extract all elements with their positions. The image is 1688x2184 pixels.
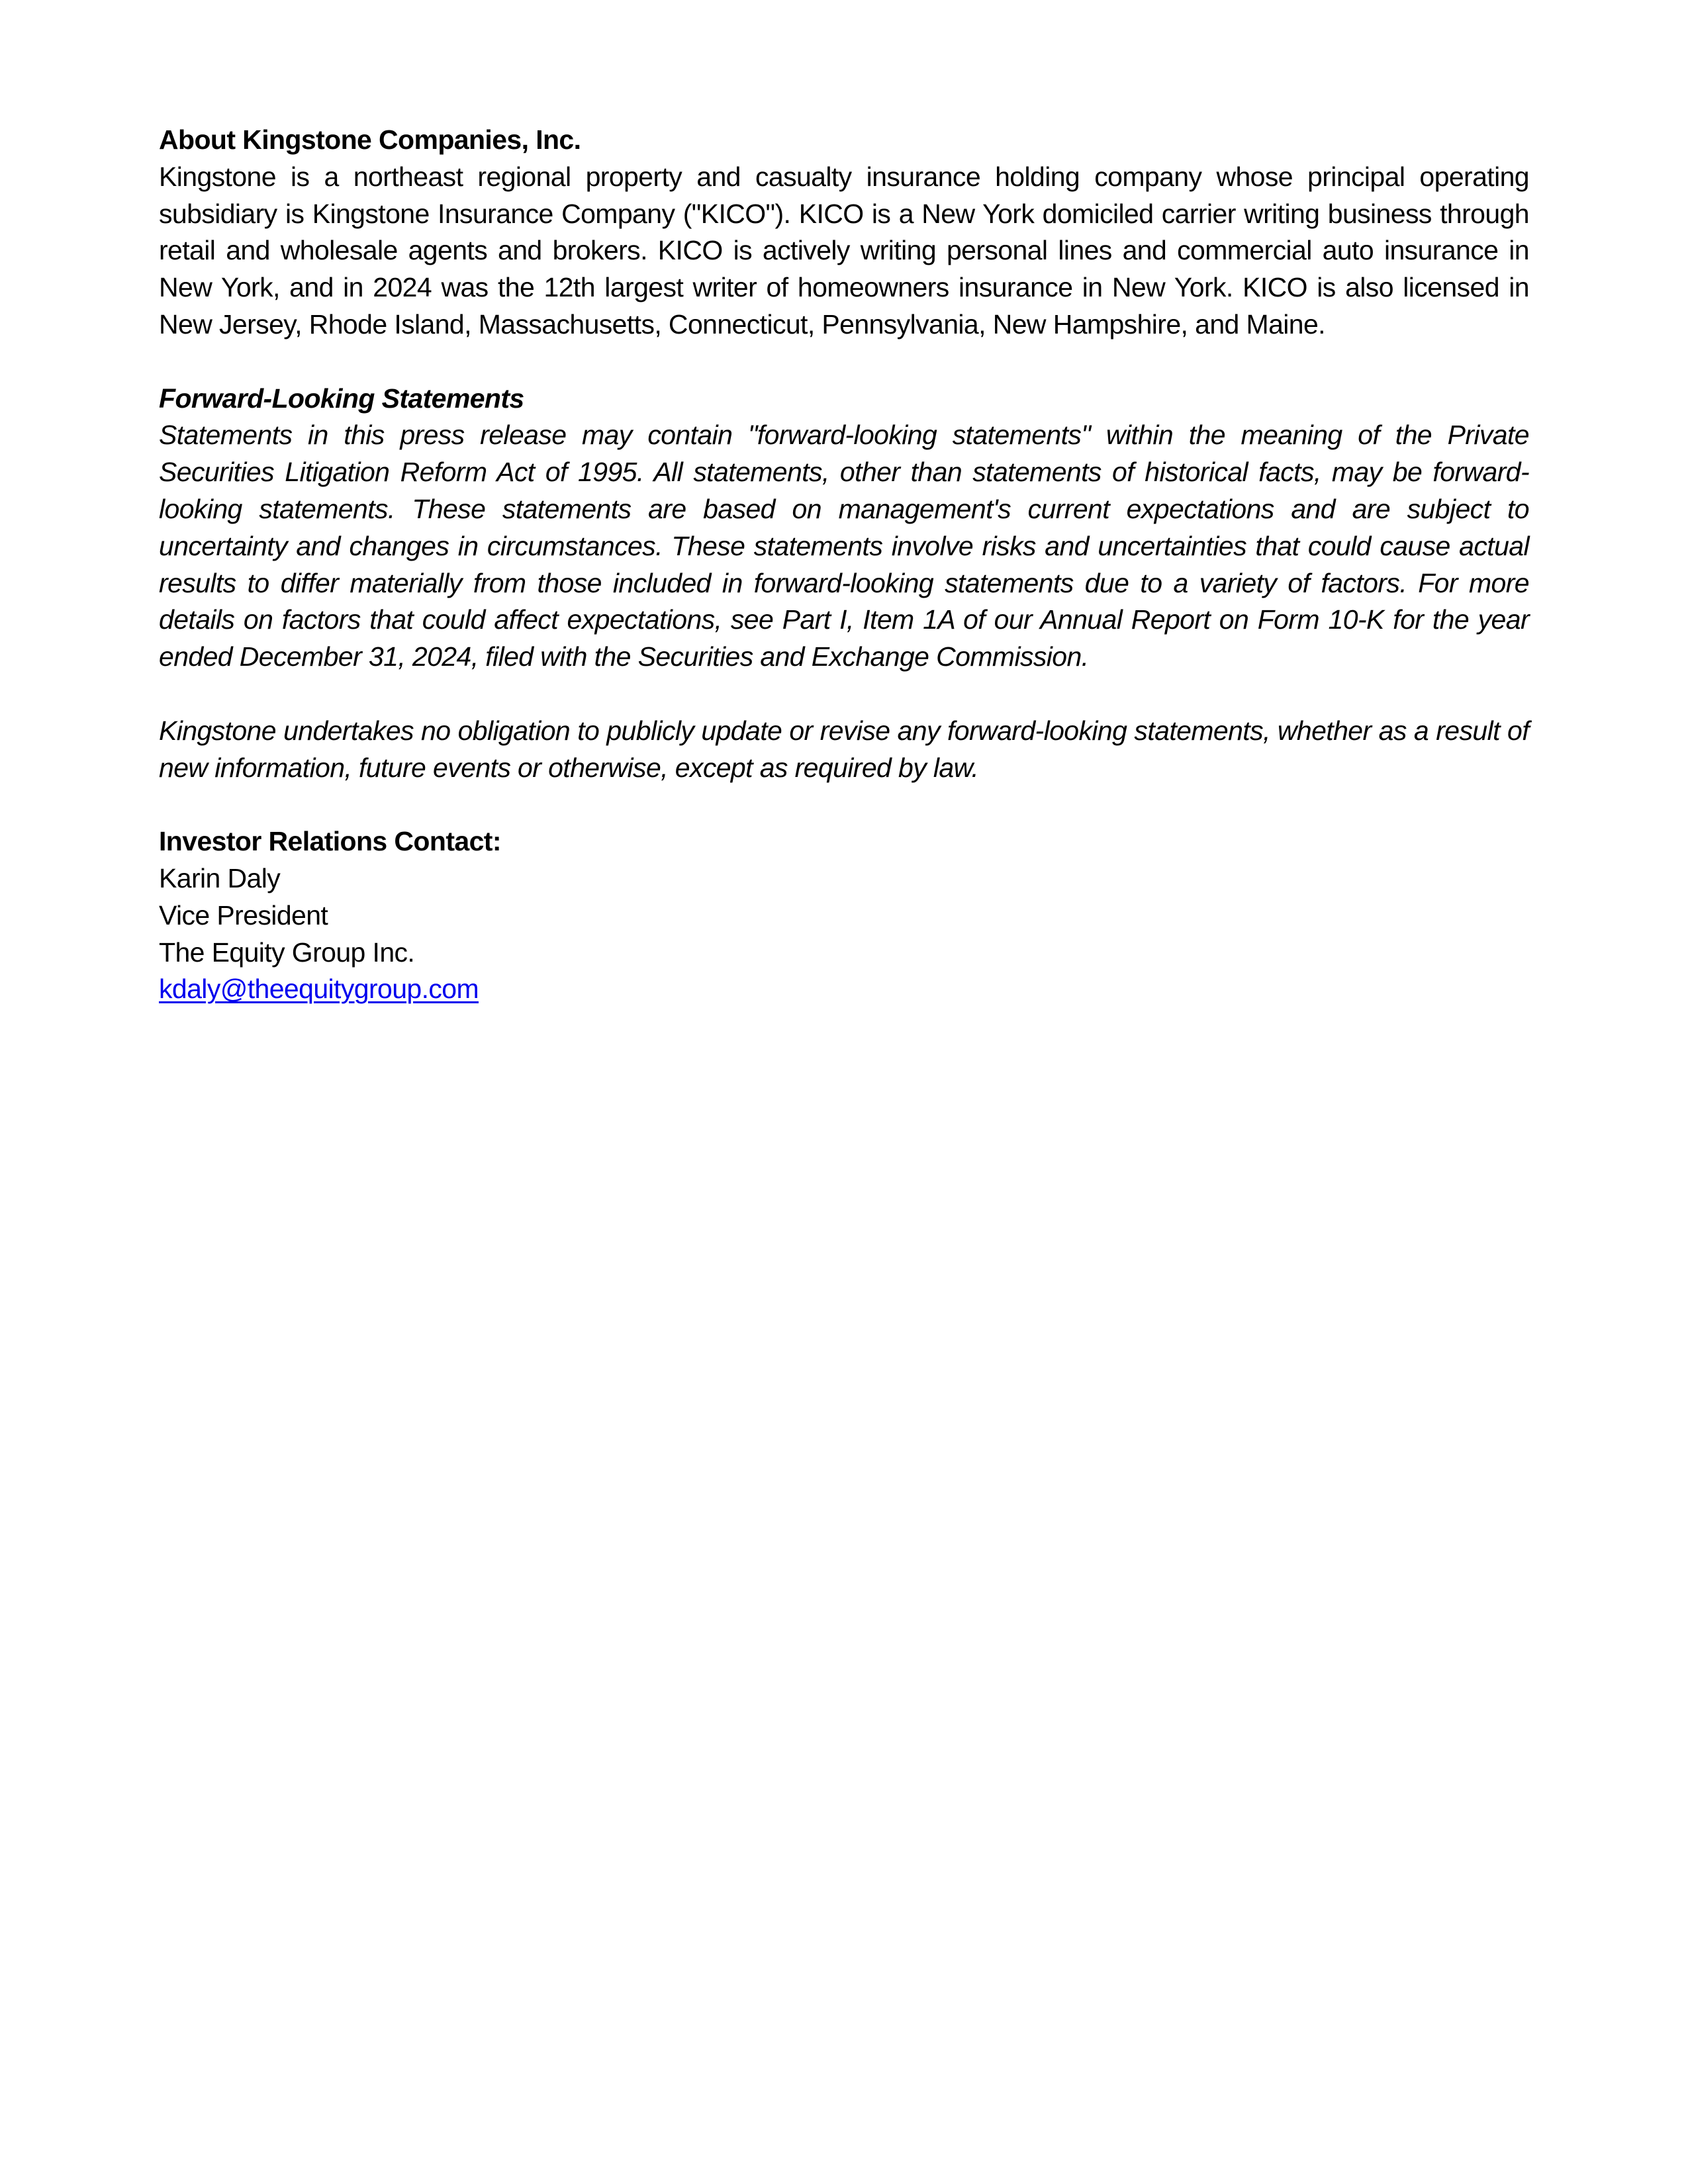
investor-relations-section [159,823,1529,1008]
spacer [159,676,1529,713]
contact-name: Karin Daly [159,862,281,893]
contact-email-link[interactable]: kdaly@theequitygroup.com [159,974,479,1005]
forward-looking-heading: Forward-Looking Statements [159,383,524,414]
forward-looking-paragraph-1: Statements in this press release may contain "forward-looking statements" within the meaning of the Private Securities Litigation Reform Act of 1995. All statements, other than statements of historical facts, may be forward-looking statements. These statements are based on management's current expectations and are subject to uncertainty and changes in circumstances. These statements involve risks and uncertainties that could cause actual results to differ materially from those included in forward-looking statements due to a variety of factors. For more details on factors that could affect expectations, see Part I, Item 1A of our Annual Report on Form 10-K for the year ended December 31, 2024, filed with the Securities and Exchange Commission. [159,420,1529,672]
about-body: Kingstone is a northeast regional property and casualty insurance holding company whose principal operating subsidiary is Kingstone Insurance Company ("KICO"). KICO is a New York domiciled carrier writing business through retail and wholesale agents and brokers. KICO is actively writing personal lines and commercial auto insurance in New York, and in 2024 was the 12th largest writer of homeowners insurance in New York. KICO is also licensed in New Jersey, Rhode Island, Massachusetts, Connecticut, Pennsylvania, New Hampshire, and Maine. [159,161,1529,340]
contact-company: The Equity Group Inc. [159,936,415,968]
contact-title: Vice President [159,899,328,931]
spacer [159,786,1529,823]
forward-looking-section [159,381,1529,787]
investor-relations-heading: Investor Relations Contact: [159,826,501,857]
contact-email-line [159,971,1529,1008]
about-section [159,122,1529,343]
about-heading: About Kingstone Companies, Inc. [159,124,581,155]
press-release-page [159,122,1529,1008]
spacer [159,343,1529,381]
forward-looking-paragraph-2: Kingstone undertakes no obligation to publicly update or revise any forward-looking statements, whether as a result of new information, future events or otherwise, except as required by law. [159,715,1529,783]
